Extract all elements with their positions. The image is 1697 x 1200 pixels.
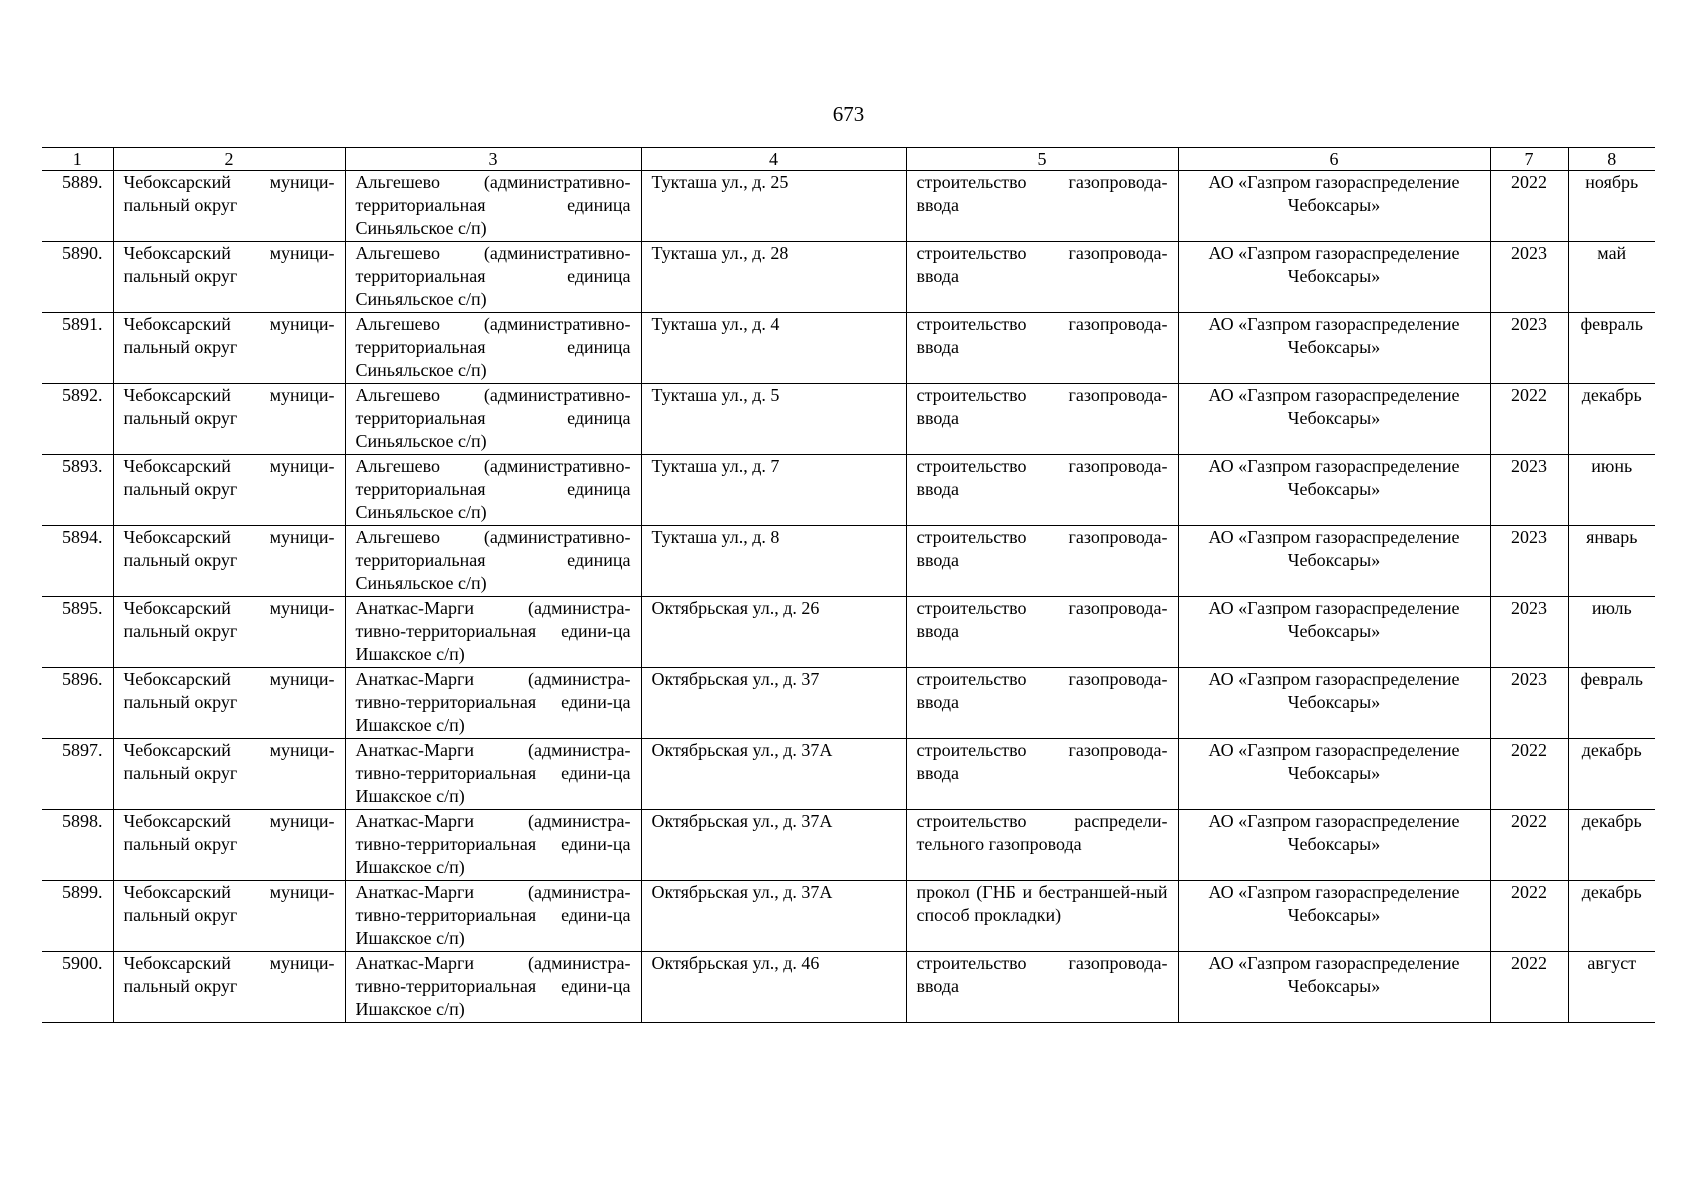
column-header: 8 bbox=[1568, 148, 1655, 171]
month-cell: июль bbox=[1568, 597, 1655, 668]
row-number: 5891. bbox=[42, 313, 113, 384]
work-type-cell: строительство газопровода-ввода bbox=[906, 455, 1178, 526]
settlement-cell: Альгешево (административно-территориальная единица Синьяльское с/п) bbox=[345, 242, 641, 313]
organization-cell: АО «Газпром газораспределение Чебоксары» bbox=[1178, 668, 1490, 739]
month-cell: февраль bbox=[1568, 668, 1655, 739]
row-number: 5889. bbox=[42, 171, 113, 242]
settlement-cell: Анаткас-Марги (администра-тивно-территориальная едини-ца Ишакское с/п) bbox=[345, 739, 641, 810]
table-body bbox=[42, 171, 1655, 1023]
year-cell: 2022 bbox=[1490, 739, 1568, 810]
address-cell: Тукташа ул., д. 7 bbox=[641, 455, 906, 526]
row-number: 5890. bbox=[42, 242, 113, 313]
month-cell: декабрь bbox=[1568, 810, 1655, 881]
organization-cell: АО «Газпром газораспределение Чебоксары» bbox=[1178, 455, 1490, 526]
year-cell: 2023 bbox=[1490, 597, 1568, 668]
year-cell: 2022 bbox=[1490, 810, 1568, 881]
month-cell: июнь bbox=[1568, 455, 1655, 526]
column-header: 4 bbox=[641, 148, 906, 171]
address-cell: Тукташа ул., д. 28 bbox=[641, 242, 906, 313]
column-header: 6 bbox=[1178, 148, 1490, 171]
row-number: 5892. bbox=[42, 384, 113, 455]
settlement-cell: Анаткас-Марги (администра-тивно-территориальная едини-ца Ишакское с/п) bbox=[345, 668, 641, 739]
organization-cell: АО «Газпром газораспределение Чебоксары» bbox=[1178, 597, 1490, 668]
district-cell: Чебоксарский муници-пальный округ bbox=[113, 455, 345, 526]
column-header: 7 bbox=[1490, 148, 1568, 171]
address-cell: Октябрьская ул., д. 26 bbox=[641, 597, 906, 668]
year-cell: 2023 bbox=[1490, 668, 1568, 739]
month-cell: май bbox=[1568, 242, 1655, 313]
month-cell: январь bbox=[1568, 526, 1655, 597]
address-cell: Тукташа ул., д. 25 bbox=[641, 171, 906, 242]
year-cell: 2022 bbox=[1490, 952, 1568, 1023]
district-cell: Чебоксарский муници-пальный округ bbox=[113, 526, 345, 597]
district-cell: Чебоксарский муници-пальный округ bbox=[113, 668, 345, 739]
month-cell: август bbox=[1568, 952, 1655, 1023]
work-type-cell: прокол (ГНБ и бестраншей-ный способ прокладки) bbox=[906, 881, 1178, 952]
column-header: 5 bbox=[906, 148, 1178, 171]
settlement-cell: Анаткас-Марги (администра-тивно-территориальная едини-ца Ишакское с/п) bbox=[345, 881, 641, 952]
settlement-cell: Анаткас-Марги (администра-тивно-территориальная едини-ца Ишакское с/п) bbox=[345, 952, 641, 1023]
district-cell: Чебоксарский муници-пальный округ bbox=[113, 881, 345, 952]
column-header: 3 bbox=[345, 148, 641, 171]
address-cell: Октябрьская ул., д. 37А bbox=[641, 739, 906, 810]
district-cell: Чебоксарский муници-пальный округ bbox=[113, 384, 345, 455]
settlement-cell: Анаткас-Марги (администра-тивно-территориальная едини-ца Ишакское с/п) bbox=[345, 597, 641, 668]
organization-cell: АО «Газпром газораспределение Чебоксары» bbox=[1178, 810, 1490, 881]
address-cell: Октябрьская ул., д. 37А bbox=[641, 810, 906, 881]
month-cell: декабрь bbox=[1568, 384, 1655, 455]
table-row bbox=[42, 455, 1655, 526]
table-row bbox=[42, 242, 1655, 313]
table-row bbox=[42, 881, 1655, 952]
table-row bbox=[42, 171, 1655, 242]
address-cell: Октябрьская ул., д. 37 bbox=[641, 668, 906, 739]
row-number: 5896. bbox=[42, 668, 113, 739]
table-row bbox=[42, 597, 1655, 668]
row-number: 5897. bbox=[42, 739, 113, 810]
month-cell: ноябрь bbox=[1568, 171, 1655, 242]
row-number: 5894. bbox=[42, 526, 113, 597]
settlement-cell: Анаткас-Марги (администра-тивно-территориальная едини-ца Ишакское с/п) bbox=[345, 810, 641, 881]
month-cell: февраль bbox=[1568, 313, 1655, 384]
settlement-cell: Альгешево (административно-территориальная единица Синьяльское с/п) bbox=[345, 526, 641, 597]
settlement-cell: Альгешево (административно-территориальная единица Синьяльское с/п) bbox=[345, 455, 641, 526]
organization-cell: АО «Газпром газораспределение Чебоксары» bbox=[1178, 952, 1490, 1023]
work-type-cell: строительство газопровода-ввода bbox=[906, 171, 1178, 242]
work-type-cell: строительство газопровода-ввода bbox=[906, 597, 1178, 668]
table-row bbox=[42, 668, 1655, 739]
year-cell: 2022 bbox=[1490, 881, 1568, 952]
row-number: 5893. bbox=[42, 455, 113, 526]
address-cell: Тукташа ул., д. 4 bbox=[641, 313, 906, 384]
year-cell: 2023 bbox=[1490, 242, 1568, 313]
organization-cell: АО «Газпром газораспределение Чебоксары» bbox=[1178, 739, 1490, 810]
registry-table bbox=[42, 147, 1655, 1023]
year-cell: 2022 bbox=[1490, 384, 1568, 455]
work-type-cell: строительство газопровода-ввода bbox=[906, 952, 1178, 1023]
work-type-cell: строительство газопровода-ввода bbox=[906, 739, 1178, 810]
work-type-cell: строительство газопровода-ввода bbox=[906, 668, 1178, 739]
organization-cell: АО «Газпром газораспределение Чебоксары» bbox=[1178, 242, 1490, 313]
column-header: 2 bbox=[113, 148, 345, 171]
address-cell: Октябрьская ул., д. 46 bbox=[641, 952, 906, 1023]
column-header: 1 bbox=[42, 148, 113, 171]
work-type-cell: строительство газопровода-ввода bbox=[906, 242, 1178, 313]
district-cell: Чебоксарский муници-пальный округ bbox=[113, 242, 345, 313]
district-cell: Чебоксарский муници-пальный округ bbox=[113, 952, 345, 1023]
district-cell: Чебоксарский муници-пальный округ bbox=[113, 810, 345, 881]
table-row bbox=[42, 313, 1655, 384]
row-number: 5895. bbox=[42, 597, 113, 668]
table-row bbox=[42, 952, 1655, 1023]
district-cell: Чебоксарский муници-пальный округ bbox=[113, 739, 345, 810]
year-cell: 2023 bbox=[1490, 455, 1568, 526]
header-row bbox=[42, 148, 1655, 171]
row-number: 5900. bbox=[42, 952, 113, 1023]
district-cell: Чебоксарский муници-пальный округ bbox=[113, 597, 345, 668]
year-cell: 2022 bbox=[1490, 171, 1568, 242]
district-cell: Чебоксарский муници-пальный округ bbox=[113, 171, 345, 242]
organization-cell: АО «Газпром газораспределение Чебоксары» bbox=[1178, 171, 1490, 242]
row-number: 5899. bbox=[42, 881, 113, 952]
settlement-cell: Альгешево (административно-территориальная единица Синьяльское с/п) bbox=[345, 384, 641, 455]
year-cell: 2023 bbox=[1490, 313, 1568, 384]
table-row bbox=[42, 810, 1655, 881]
month-cell: декабрь bbox=[1568, 881, 1655, 952]
organization-cell: АО «Газпром газораспределение Чебоксары» bbox=[1178, 313, 1490, 384]
work-type-cell: строительство газопровода-ввода bbox=[906, 313, 1178, 384]
district-cell: Чебоксарский муници-пальный округ bbox=[113, 313, 345, 384]
year-cell: 2023 bbox=[1490, 526, 1568, 597]
work-type-cell: строительство газопровода-ввода bbox=[906, 384, 1178, 455]
organization-cell: АО «Газпром газораспределение Чебоксары» bbox=[1178, 526, 1490, 597]
settlement-cell: Альгешево (административно-территориальная единица Синьяльское с/п) bbox=[345, 171, 641, 242]
address-cell: Тукташа ул., д. 8 bbox=[641, 526, 906, 597]
work-type-cell: строительство распредели-тельного газопровода bbox=[906, 810, 1178, 881]
row-number: 5898. bbox=[42, 810, 113, 881]
month-cell: декабрь bbox=[1568, 739, 1655, 810]
work-type-cell: строительство газопровода-ввода bbox=[906, 526, 1178, 597]
table-row bbox=[42, 526, 1655, 597]
page-number: 673 bbox=[832, 102, 865, 126]
address-cell: Октябрьская ул., д. 37А bbox=[641, 881, 906, 952]
address-cell: Тукташа ул., д. 5 bbox=[641, 384, 906, 455]
table-row bbox=[42, 384, 1655, 455]
table-header bbox=[42, 148, 1655, 171]
organization-cell: АО «Газпром газораспределение Чебоксары» bbox=[1178, 384, 1490, 455]
settlement-cell: Альгешево (административно-территориальная единица Синьяльское с/п) bbox=[345, 313, 641, 384]
table-row bbox=[42, 739, 1655, 810]
organization-cell: АО «Газпром газораспределение Чебоксары» bbox=[1178, 881, 1490, 952]
